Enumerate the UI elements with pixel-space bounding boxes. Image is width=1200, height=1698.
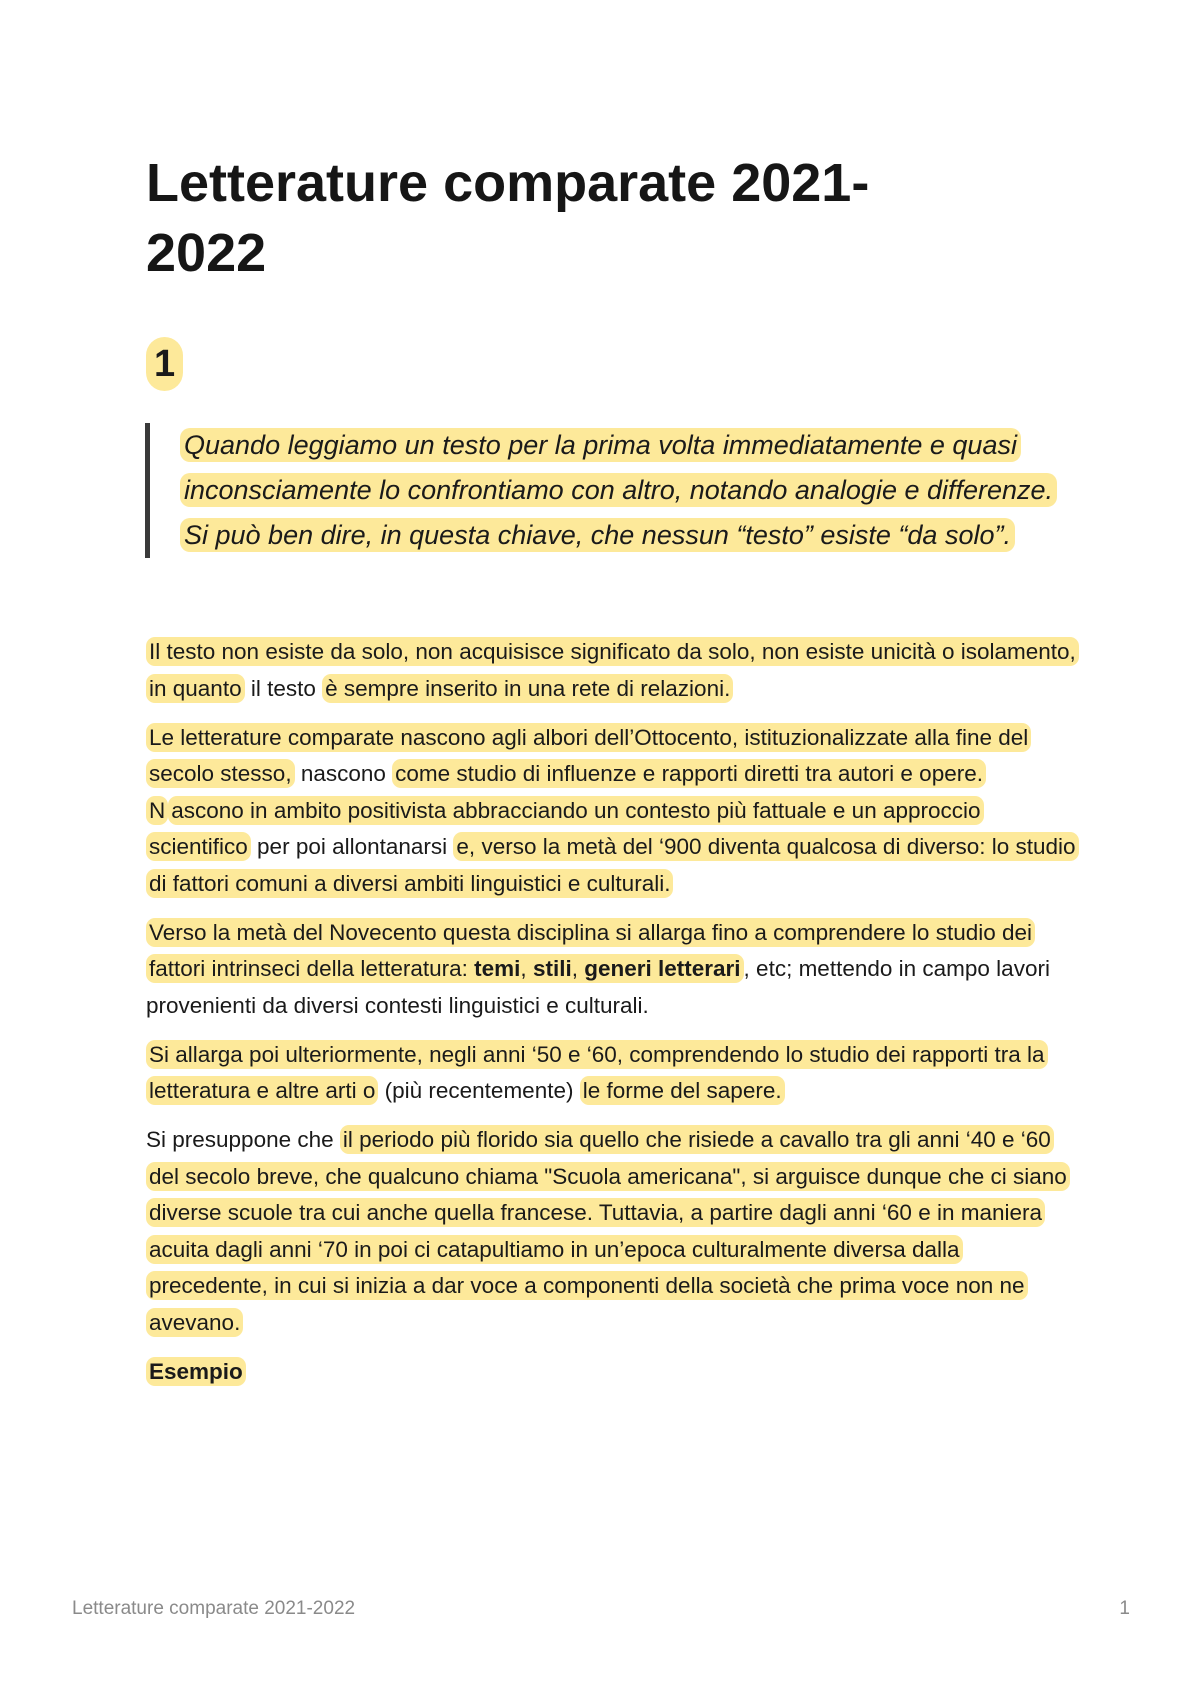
- highlight-text: Verso la metà del Novecento questa disciplina si allarga fino a comprendere lo studio dei fattori intrinseci della letteratura:: [149, 919, 1033, 981]
- page-title: Letterature comparate 2021-2022: [146, 153, 870, 283]
- highlight: è sempre inserito in una rete di relazioni.: [322, 674, 733, 703]
- separator: ,: [571, 956, 585, 981]
- example-paragraph: [146, 1354, 1076, 1391]
- highlight: Il testo non esiste da solo, non acquisisce significato da solo, non esiste unicità o isolamento, in quanto: [146, 637, 1079, 703]
- section-heading-number: 1: [146, 337, 183, 391]
- section-heading: [146, 338, 183, 390]
- highlight: le forme del sapere.: [580, 1076, 785, 1105]
- example-label: Esempio: [146, 1357, 246, 1386]
- bold-term-stili: stili: [532, 956, 572, 981]
- body-text: [146, 634, 1076, 1403]
- paragraph-4: [146, 1037, 1076, 1110]
- highlight: Le letterature comparate nascono agli albori dell’Ottocento, istituzionalizzate alla fine del secolo stesso,: [146, 723, 1031, 789]
- paragraph-3: [146, 915, 1076, 1025]
- plain-text: (più recentemente): [378, 1078, 580, 1103]
- footer-page-number: 1: [1119, 1598, 1130, 1619]
- highlight: e, verso la metà del ‘900 diventa qualcosa di diverso: lo studio di fattori comuni a diversi ambiti linguistici e culturali.: [146, 832, 1079, 898]
- paragraph-1: [146, 634, 1076, 707]
- separator: ,: [520, 956, 533, 981]
- plain-text: il testo: [244, 675, 323, 701]
- blockquote: [145, 423, 1075, 558]
- quote-text: Quando leggiamo un testo per la prima volta immediatamente e quasi inconsciamente lo confrontiamo con altro, notando analogie e differenze. Si può ben dire, in questa chiave, che nessun “testo” esiste “da solo”.: [180, 428, 1057, 552]
- paragraph-2: [146, 720, 1076, 903]
- highlight: Si allarga poi ulteriormente, negli anni ‘50 e ‘60, comprendendo lo studio dei rapporti tra la letteratura e altre arti o: [146, 1040, 1048, 1106]
- footer-title: Letterature comparate 2021-2022: [72, 1598, 356, 1619]
- paragraph-5: [146, 1122, 1076, 1341]
- plain-text: per poi allontanarsi: [250, 834, 454, 859]
- bold-term-temi: temi: [474, 956, 521, 981]
- highlight: ascono in ambito positivista abbracciando un contesto più fattuale e un approccio scientifico: [146, 796, 984, 862]
- plain-text: nascono: [294, 761, 393, 786]
- highlight: come studio di influenze e rapporti diretti tra autori e opere. N: [146, 759, 986, 825]
- plain-text: Si presuppone che: [146, 1127, 340, 1152]
- bold-term-generi: generi letterari: [584, 956, 741, 981]
- highlight: il periodo più florido sia quello che risiede a cavallo tra gli anni ‘40 e ‘60 del secolo breve, che qualcuno chiama "Scuola americana", si arguisce dunque che ci siano diverse scuole tra cui anche quella francese. Tuttavia, a partire dagli anni ‘60 e in maniera acuita dagli anni ‘70 in poi ci catapultiamo in un’epoca culturalmente diversa dalla precedente, in cui si inizia a dar voce a componenti della società che prima voce non ne avevano.: [146, 1125, 1070, 1337]
- plain-text-tail: , etc; mettendo in campo lavori provenienti da diversi contesti linguistici e culturali.: [146, 956, 1050, 1018]
